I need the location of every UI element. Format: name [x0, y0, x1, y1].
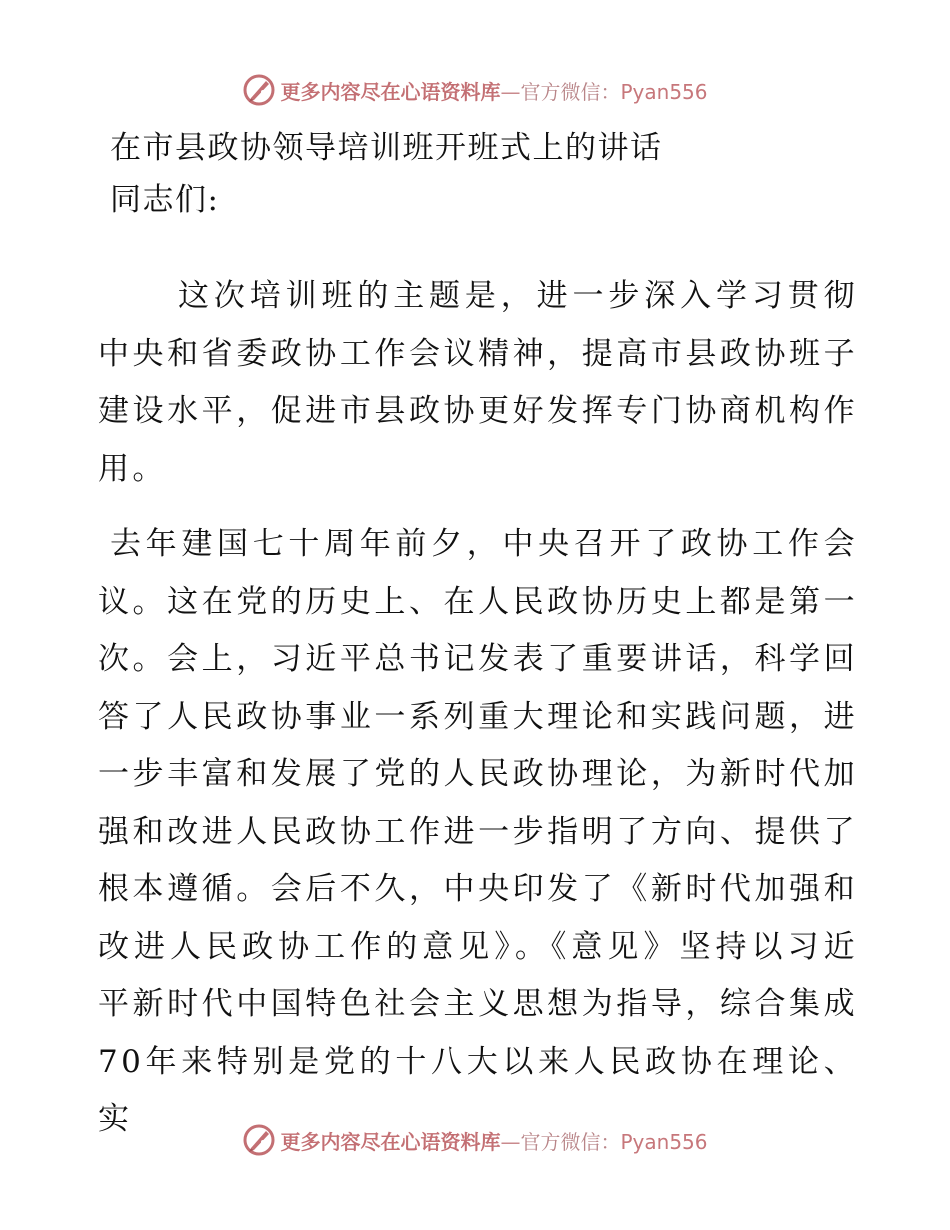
watermark-text	[280, 76, 707, 105]
salutation: 同志们:	[110, 182, 220, 218]
footer-watermark	[0, 1120, 950, 1160]
document-title: 在市县政协领导培训班开班式上的讲话	[110, 130, 663, 166]
quill-logo-icon	[242, 73, 276, 107]
watermark-wechat-id: Pyan556	[620, 79, 708, 104]
watermark-brand: 更多内容尽在心语资料库	[280, 79, 501, 104]
watermark-separator: —	[500, 1129, 521, 1154]
watermark-wechat-id: Pyan556	[620, 1129, 708, 1154]
watermark-separator: —	[500, 79, 521, 104]
paragraph-1: 这次培训班的主题是，进一步深入学习贯彻中央和省委政协工作会议精神，提高市县政协班子建设水平，促进市县政协更好发挥专门协商机构作用。	[98, 278, 858, 487]
header-watermark	[0, 70, 950, 110]
watermark-wechat-label: 官方微信：	[520, 1129, 621, 1154]
watermark-text	[280, 1126, 707, 1155]
quill-logo-icon	[242, 1123, 276, 1157]
watermark-brand: 更多内容尽在心语资料库	[280, 1129, 501, 1154]
watermark-wechat-label: 官方微信：	[520, 79, 621, 104]
paragraph-2: 去年建国七十周年前夕，中央召开了政协工作会议。这在党的历史上、在人民政协历史上都是第一次。会上，习近平总书记发表了重要讲话，科学回答了人民政协事业一系列重大理论和实践问题，进一步丰富和发展了党的人民政协理论，为新时代加强和改进人民政协工作进一步指明了方向、提供了根本遵循。会后不久，中央印发了《新时代加强和改进人民政协工作的意见》。《意见》坚持以习近平新时代中国特色社会主义思想为指导，综合集成70年来特别是党的十八大以来人民政协在理论、实	[98, 526, 858, 1137]
